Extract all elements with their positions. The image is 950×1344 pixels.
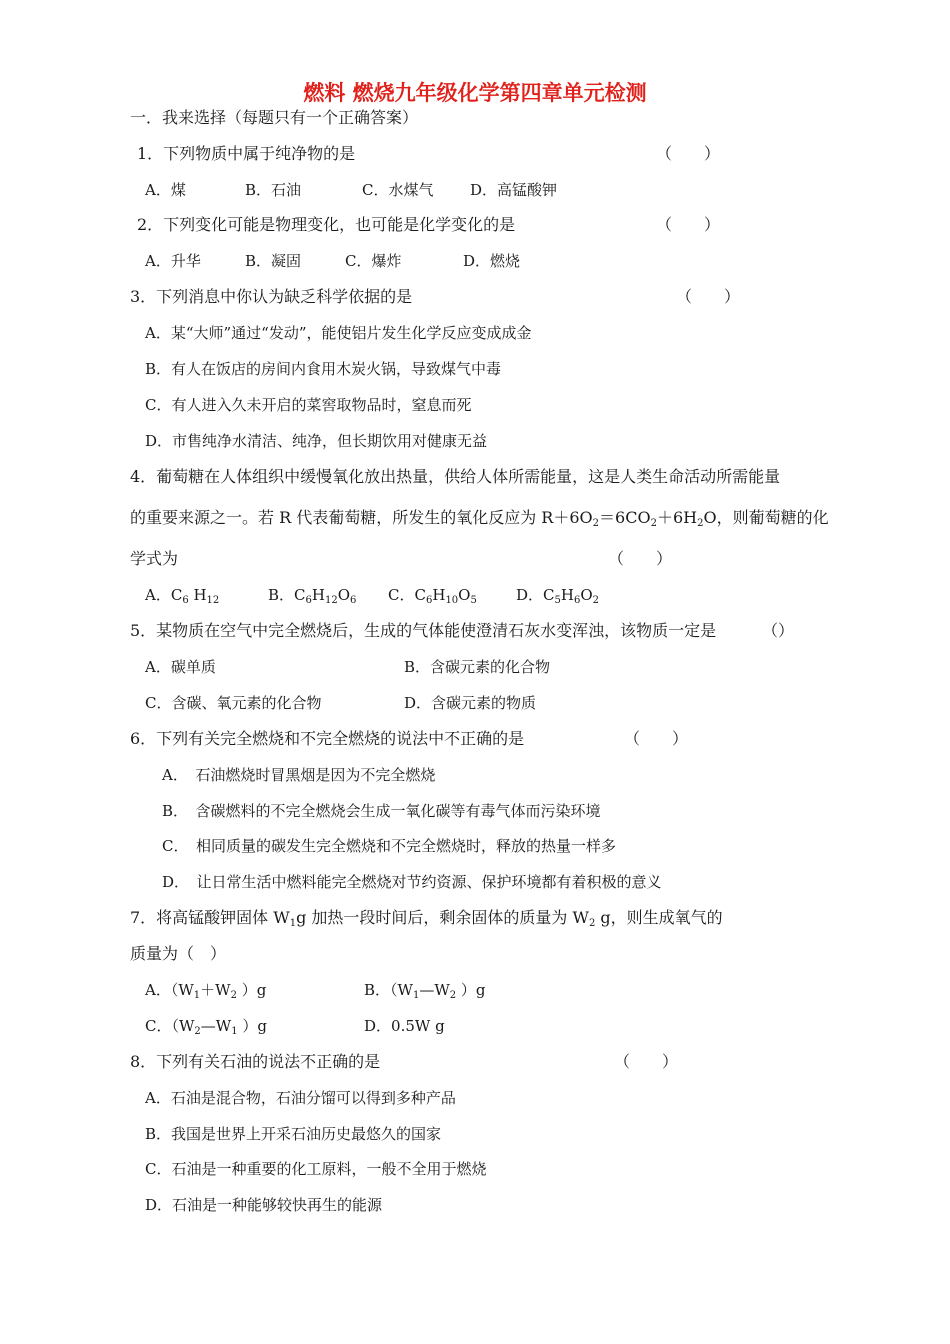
question-2-option-a: A．升华 <box>145 252 201 270</box>
question-6-option-d: D． 让日常生活中燃料能完全燃烧对节约资源、保护环境都有着积极的意义 <box>162 873 662 891</box>
question-6-option-c: C． 相同质量的碳发生完全燃烧和不完全燃烧时，释放的热量一样多 <box>162 837 616 855</box>
question-7-option-d: D．0.5W g <box>364 1017 445 1035</box>
question-1-stem: 1．下列物质中属于纯净物的是 <box>137 144 356 163</box>
question-2-option-c: C．爆炸 <box>345 252 402 270</box>
question-7-line-1: 7．将高锰酸钾固体 $W_1g$ 加热一段时间后，剩余固体的质量为 $W_2$ g，则生成氧气的 <box>130 908 723 929</box>
question-5-stem: 5．某物质在空气中完全燃烧后，生成的气体能使澄清石灰水变浑浊，该物质一定是 <box>130 621 717 640</box>
question-2-answer-blank: （ ） <box>656 215 721 234</box>
question-4-option-a: A．$C_6$ $H_{12}$ <box>145 586 220 606</box>
question-8-option-c: C．石油是一种重要的化工原料，一般不全用于燃烧 <box>145 1160 487 1178</box>
question-8-stem: 8．下列有关石油的说法不正确的是 <box>130 1052 381 1071</box>
question-3-option-b: B．有人在饭店的房间内食用木炭火锅，导致煤气中毒 <box>145 360 502 378</box>
question-7-line-2: 质量为（ ） <box>130 944 227 963</box>
question-6-option-b: B． 含碳燃料的不完全燃烧会生成一氧化碳等有毒气体而污染环境 <box>162 802 601 820</box>
question-4-option-b: B．$C_6H_{12}O_6$ <box>268 586 357 606</box>
section-heading: 一．我来选择（每题只有一个正确答案） <box>130 108 419 127</box>
question-5-option-a: A．碳单质 <box>145 658 216 676</box>
question-3-option-d: D．市售纯净水清洁、纯净，但长期饮用对健康无益 <box>145 432 488 450</box>
question-7-option-c: C．（$W_2—W_1$ ）g <box>145 1017 267 1037</box>
question-5-option-c: C．含碳、氧元素的化合物 <box>145 694 322 712</box>
question-6-answer-blank: （ ） <box>624 729 689 748</box>
question-2-option-d: D．燃烧 <box>463 252 521 270</box>
question-7-option-b: B．（$W_1—W_2$ ）g <box>364 981 486 1001</box>
question-4-line-2: 的重要来源之一。若 R 代表葡萄糖，所发生的氧化反应为 $R+6O_2=6CO_2+6H_2O$，则葡萄糖的化 <box>130 508 829 529</box>
question-5-option-b: B．含碳元素的化合物 <box>404 658 551 676</box>
page-title: 燃料 燃烧九年级化学第四章单元检测 <box>303 81 647 105</box>
question-1-option-c: C．水煤气 <box>362 181 434 199</box>
question-8-answer-blank: （ ） <box>614 1052 679 1071</box>
question-3-option-a: A．某“大师”通过“发动”，能使铝片发生化学反应变成成金 <box>145 324 532 342</box>
question-8-option-b: B．我国是世界上开采石油历史最悠久的国家 <box>145 1125 442 1143</box>
question-1-option-d: D．高锰酸钾 <box>470 181 558 199</box>
question-4-option-c: C．$C_6H_{10}O_5$ <box>388 586 477 606</box>
question-4-line-1: 4．葡萄糖在人体组织中缓慢氧化放出热量，供给人体所需能量，这是人类生命活动所需能量 <box>130 467 781 486</box>
question-8-option-d: D．石油是一种能够较快再生的能源 <box>145 1196 383 1214</box>
question-8-option-a: A．石油是混合物，石油分馏可以得到多种产品 <box>145 1089 456 1107</box>
question-1-option-a: A．煤 <box>145 181 186 199</box>
question-1-answer-blank: （ ） <box>656 144 721 163</box>
question-5-option-d: D．含碳元素的物质 <box>404 694 537 712</box>
question-2-option-b: B．凝固 <box>245 252 302 270</box>
question-3-option-c: C．有人进入久未开启的菜窖取物品时，窒息而死 <box>145 396 472 414</box>
question-5-answer-blank: （） <box>762 621 795 640</box>
question-7-option-a: A．（$W_1+W_2$ ）g <box>145 981 267 1001</box>
question-6-option-a: A． 石油燃烧时冒黑烟是因为不完全燃烧 <box>162 766 436 784</box>
question-1-option-b: B．石油 <box>245 181 302 199</box>
question-6-stem: 6．下列有关完全燃烧和不完全燃烧的说法中不正确的是 <box>130 729 525 748</box>
question-4-option-d: D．$C_5H_6O_2$ <box>516 586 600 606</box>
question-3-answer-blank: （ ） <box>676 287 741 306</box>
question-2-stem: 2．下列变化可能是物理变化，也可能是化学变化的是 <box>137 215 516 234</box>
question-4-line-3: 学式为 <box>130 549 179 568</box>
question-4-answer-blank: （ ） <box>608 549 673 568</box>
question-3-stem: 3．下列消息中你认为缺乏科学依据的是 <box>130 287 413 306</box>
